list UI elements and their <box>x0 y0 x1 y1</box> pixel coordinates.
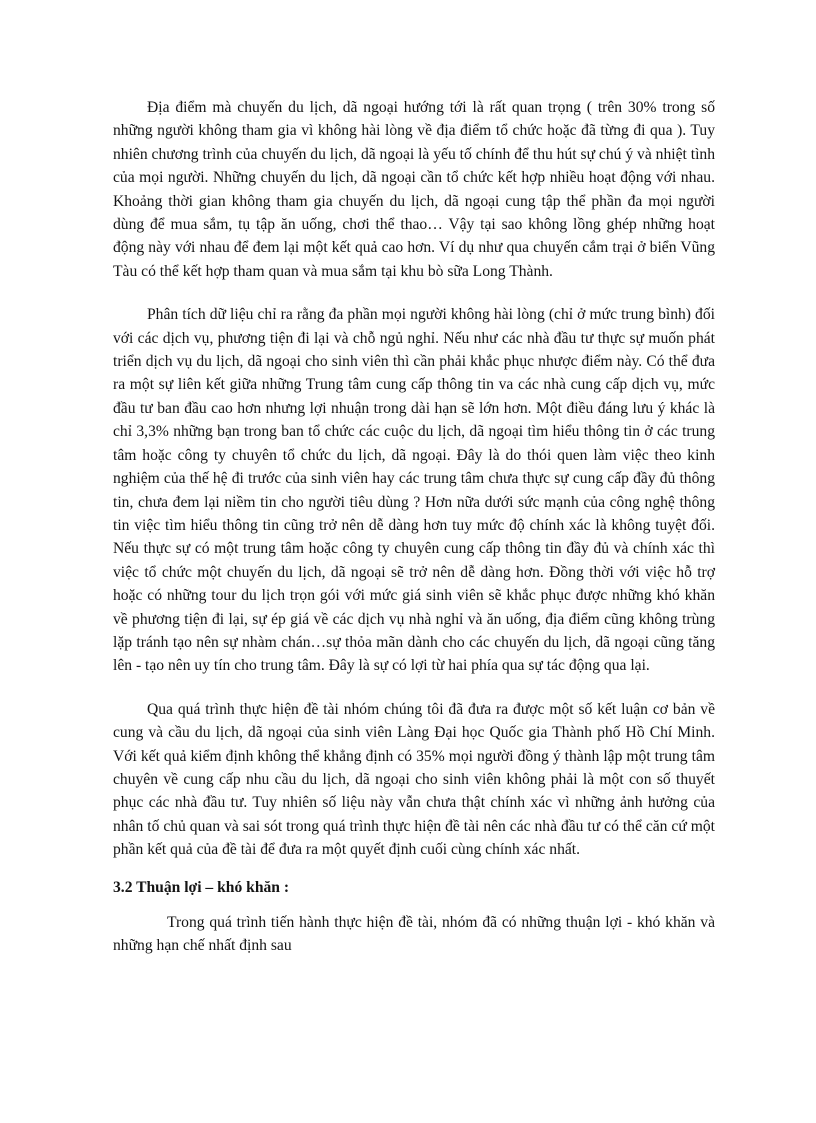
paragraph-data-analysis: Phân tích dữ liệu chỉ ra rằng đa phần mọi người không hài lòng (chỉ ở mức trung bình) đối với các dịch vụ, phương tiện đi lại và chỗ ngủ nghỉ. Nếu như các nhà đầu tư thực sự muốn phát triển dịch vụ du lịch, dã ngoại cho sinh viên thì cần phải khắc phục nhược điểm này. Có thể đưa ra một sự liên kết giữa những Trung tâm cung cấp thông tin va các nhà cung cấp dịch vụ, mức đầu tư ban đầu cao hơn nhưng lợi nhuận trong dài hạn sẽ lớn hơn. Một điều đáng lưu ý khác là chỉ 3,3% những bạn trong ban tổ chức các cuộc du lịch, dã ngoại tìm hiểu thông tin ở các trung tâm hoặc công ty chuyên tổ chức du lịch, dã ngoại. Đây là do thói quen làm việc theo kinh nghiệm của thế hệ đi trước của sinh viên hay các trung tâm chưa thực sự cung cấp đầy đủ thông tin, chưa đem lại niềm tin cho người tiêu dùng ? Hơn nữa dưới sức mạnh của công nghệ thông tin việc tìm hiểu thông tin cũng trở nên dễ dàng hơn tuy mức độ chính xác là không tuyệt đối. Nếu thực sự có một trung tâm hoặc công ty chuyên cung cấp thông tin đầy đủ và chính xác thì việc tổ chức một chuyến du lịch, dã ngoại sẽ trở nên dễ dàng hơn. Đồng thời với việc hỗ trợ hoặc có những tour du lịch trọn gói với mức giá sinh viên sẽ khắc phục được những khó khăn về phương tiện đi lại, sự ép giá về các dịch vụ nhà nghỉ và ăn uống, địa điểm cũng không trùng lặp tránh tạo nên sự nhàm chán…sự thỏa mãn dành cho các chuyến du lịch, dã ngoại cũng tăng lên - tạo nên uy tín cho trung tâm. Đây là sự có lợi từ hai phía qua sự tác động qua lại. <box>113 306 715 675</box>
section-heading: 3.2 Thuận lợi – khó khăn : <box>113 878 290 896</box>
paragraph-destination: Địa điểm mà chuyến du lịch, dã ngoại hướng tới là rất quan trọng ( trên 30% trong số những người không tham gia vì không hài lòng về địa điểm tổ chức hoặc đã từng đi qua ). Tuy nhiên chương trình của chuyến du lịch, dã ngoại là yếu tố chính để thu hút sự chú ý và nhiệt tình của mọi người. Những chuyến du lịch, dã ngoại cần tổ chức kết hợp nhiều hoạt động với nhau. Khoảng thời gian không tham gia chuyến du lịch, dã ngoại cung tập thể phần đa mọi người dùng để mua sắm, tụ tập ăn uống, chơi thể thao… Vậy tại sao không lồng ghép những hoạt động này với nhau để đem lại một kết quả cao hơn. Ví dụ như qua chuyến cắm trại ở biển Vũng Tàu có thể kết hợp tham quan và mua sắm tại khu bò sữa Long Thành. <box>113 99 715 280</box>
section-intro-paragraph: Trong quá trình tiến hành thực hiện đề tài, nhóm đã có những thuận lợi - khó khăn và những hạn chế nhất định sau <box>113 914 715 955</box>
paragraph-conclusion: Qua quá trình thực hiện đề tài nhóm chúng tôi đã đưa ra được một số kết luận cơ bản về cung và cầu du lịch, dã ngoại của sinh viên Làng Đại học Quốc gia Thành phố Hồ Chí Minh. Với kết quả kiểm định không thể khẳng định có 35% mọi người đồng ý thành lập một trung tâm chuyên về cung cấp nhu cầu du lịch, dã ngoại cho sinh viên không phải là một con số thuyết phục các nhà đầu tư. Tuy nhiên số liệu này vẫn chưa thật chính xác vì những ảnh hưởng của nhân tố chủ quan và sai sót trong quá trình thực hiện đề tài nên các nhà đầu tư có thể căn cứ một phần kết quả của đề tài để đưa ra một quyết định cuối cùng chính xác nhất. <box>113 700 715 859</box>
document-body <box>113 96 715 958</box>
